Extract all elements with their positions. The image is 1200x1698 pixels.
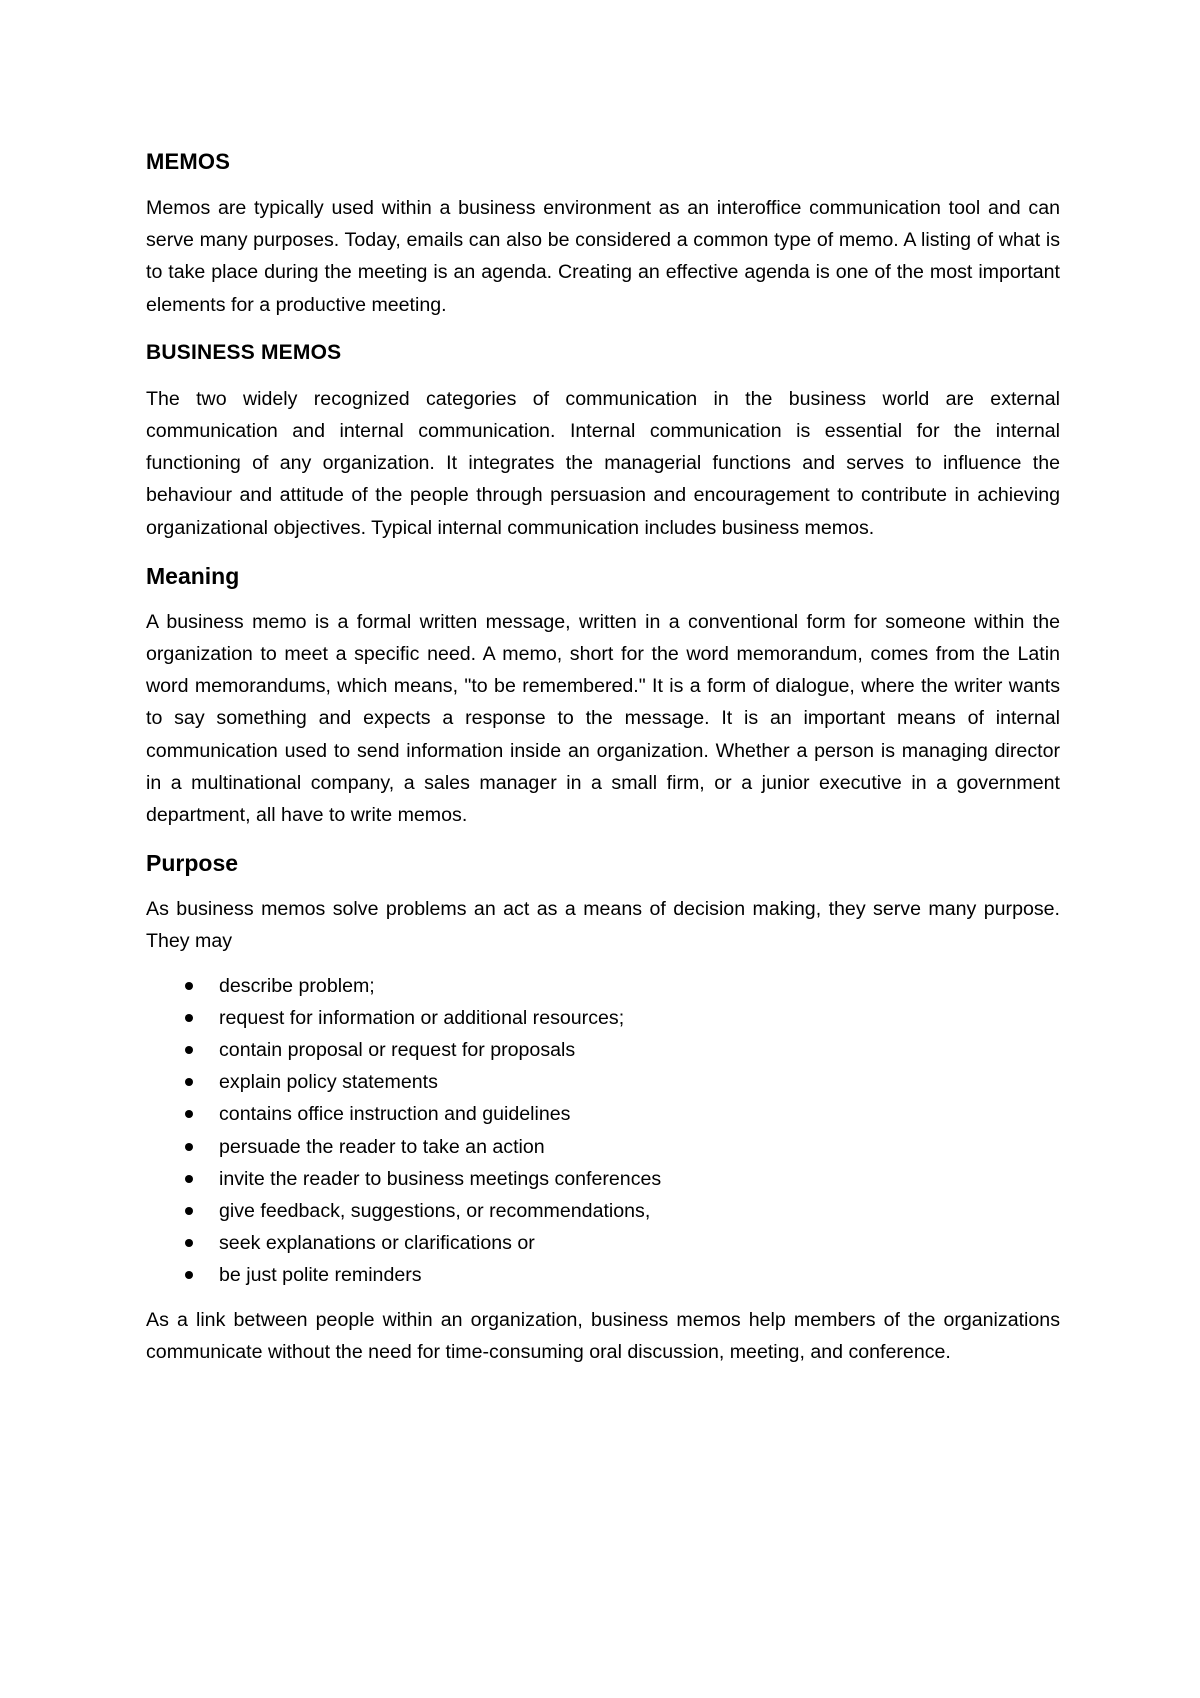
- bullet-icon: [185, 1239, 193, 1247]
- list-item: [146, 970, 1060, 1002]
- paragraph-business-memos: The two widely recognized categories of communication in the business world are external communication and internal communication. Internal communication is essential for the internal functioning of any organization. It integrates the managerial functions and serves to influence the behaviour and attitude of the people through persuasion and encouragement to contribute in achieving organizational objectives. Typical internal communication includes business memos.: [146, 387, 1060, 539]
- list-item: [146, 1163, 1060, 1195]
- paragraph-memos: Memos are typically used within a business environment as an interoffice communication tool and can serve many purposes. Today, emails can also be considered a common type of memo. A listing of what is to take place during the meeting is an agenda. Creating an effective agenda is one of the most important elements for a productive meeting.: [146, 197, 1060, 316]
- list-item: [146, 1227, 1060, 1259]
- bullet-icon: [185, 982, 193, 990]
- heading-purpose: Purpose: [146, 850, 239, 877]
- bullet-icon: [185, 1046, 193, 1054]
- document-page: [146, 146, 1060, 1368]
- list-item: [146, 1195, 1060, 1227]
- list-item-text: invite the reader to business meetings conferences: [219, 1167, 662, 1190]
- bullet-icon: [185, 1207, 193, 1215]
- list-item-text: contain proposal or request for proposals: [219, 1039, 576, 1062]
- list-item: [146, 1131, 1060, 1163]
- bullet-icon: [185, 1143, 193, 1151]
- list-item-text: explain policy statements: [219, 1071, 438, 1094]
- list-item-text: contains office instruction and guidelines: [219, 1103, 571, 1126]
- bullet-icon: [185, 1175, 193, 1183]
- bullet-icon: [185, 1014, 193, 1022]
- paragraph-meaning: A business memo is a formal written message, written in a conventional form for someone within the organization to meet a specific need. A memo, short for the word memorandum, comes from the Latin word memorandums, which means, "to be remembered." It is a form of dialogue, where the writer wants to say something and expects a response to the message. It is an important means of internal communication used to send information inside an organization. Whether a person is managing director in a multinational company, a sales manager in a small firm, or a junior executive in a government department, all have to write memos.: [146, 610, 1060, 827]
- paragraph-purpose-intro: As business memos solve problems an act as a means of decision making, they serve many purpose. They may: [146, 898, 1060, 953]
- paragraph-closing: As a link between people within an organization, business memos help members of the organizations communicate without the need for time-consuming oral discussion, meeting, and conference.: [146, 1308, 1060, 1363]
- list-item-text: persuade the reader to take an action: [219, 1135, 545, 1158]
- list-item-text: request for information or additional resources;: [219, 1006, 625, 1029]
- list-item: [146, 1002, 1060, 1034]
- list-item-text: be just polite reminders: [219, 1264, 422, 1287]
- list-item: [146, 1066, 1060, 1098]
- bullet-icon: [185, 1110, 193, 1118]
- heading-business-memos: BUSINESS MEMOS: [146, 340, 342, 364]
- bullet-icon: [185, 1271, 193, 1279]
- heading-meaning: Meaning: [146, 562, 240, 589]
- list-item-text: give feedback, suggestions, or recommendations,: [219, 1200, 651, 1223]
- bullet-icon: [185, 1078, 193, 1086]
- list-item: [146, 1098, 1060, 1130]
- purpose-bullet-list: [146, 970, 1060, 1292]
- list-item: [146, 1034, 1060, 1066]
- list-item-text: seek explanations or clarifications or: [219, 1232, 535, 1255]
- list-item-text: describe problem;: [219, 974, 375, 997]
- list-item: [146, 1259, 1060, 1291]
- heading-memos: MEMOS: [146, 149, 231, 174]
